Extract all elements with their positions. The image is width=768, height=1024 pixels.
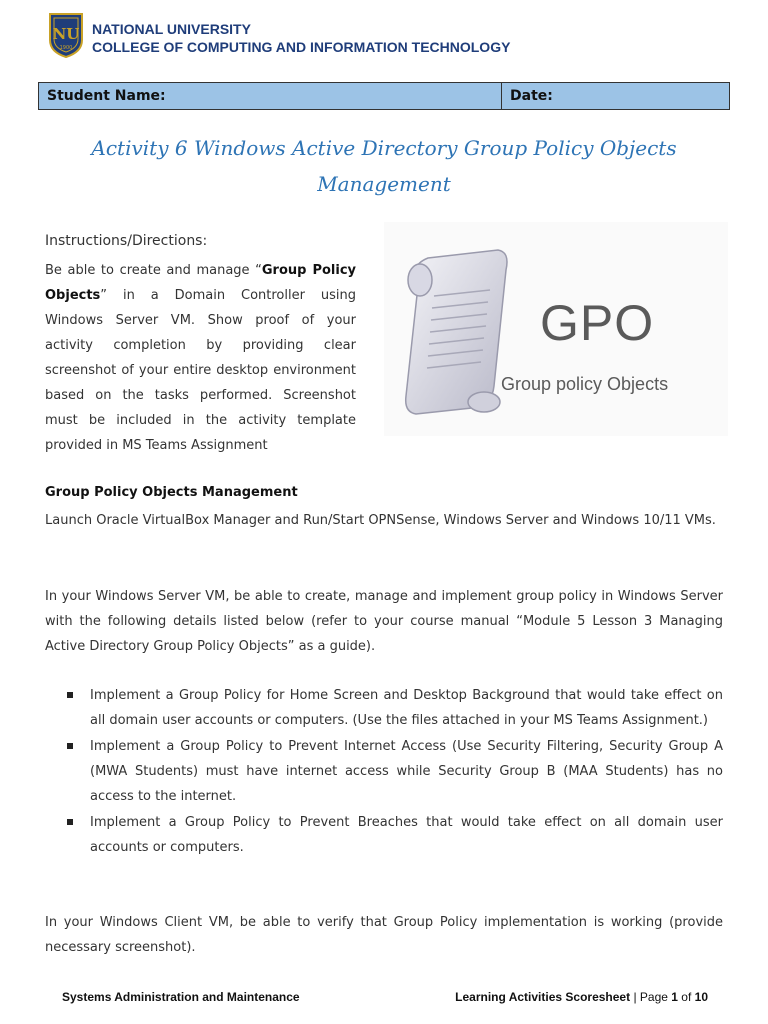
task-list <box>45 683 723 861</box>
paragraph-launch-vms: Launch Oracle VirtualBox Manager and Run/Start OPNSense, Windows Server and Windows 10/11 VMs. <box>45 513 716 528</box>
list-item-text: Implement a Group Policy to Prevent Internet Access (Use Security Filtering, Security Group A (MWA Students) must have internet access while Security Group B (MAA Students) has no access to the internet. <box>90 739 723 804</box>
instructions-rest: ” in a Domain Controller using Windows Server VM. Show proof of your activity completion by providing clear screenshot of your entire desktop environment based on the tasks performed. Screenshot must be included in the activity template provided in MS Teams Assignment <box>45 288 356 453</box>
list-item <box>45 683 723 733</box>
university-seal-logo <box>46 12 86 58</box>
footer-course-name: Systems Administration and Maintenance <box>62 990 300 1004</box>
list-item <box>45 734 723 809</box>
instructions-lead: Be able to create and manage “ <box>45 263 262 278</box>
paragraph-windows-server: In your Windows Server VM, be able to create, manage and implement group policy in Windows Server with the following details listed below (refer to your course manual “Module 5 Lesson 3 Managing Active Directory Group Policy Objects” as a guide). <box>45 589 723 654</box>
svg-text:1900: 1900 <box>59 45 73 51</box>
college-name: COLLEGE OF COMPUTING AND INFORMATION TECHNOLOGY <box>92 39 511 55</box>
gpo-big-text: GPO <box>540 295 655 351</box>
footer-of-word: of <box>677 990 695 1004</box>
activity-title: Activity 6 Windows Active Directory Group Policy Objects Management <box>91 136 677 196</box>
instructions-text <box>45 258 356 458</box>
svg-text:NU: NU <box>52 25 80 43</box>
student-info-table <box>38 82 730 110</box>
instructions-heading: Instructions/Directions: <box>45 233 208 249</box>
bullet-icon <box>67 819 73 825</box>
list-item <box>45 810 723 860</box>
university-name: NATIONAL UNIVERSITY <box>92 21 251 37</box>
page-number-total: 10 <box>694 990 708 1004</box>
section-heading: Group Policy Objects Management <box>45 485 298 500</box>
footer-page-info <box>455 990 708 1004</box>
instructions-bold-term: Group Policy Objects <box>45 263 356 303</box>
list-item-text: Implement a Group Policy to Prevent Breaches that would take effect on all domain user accounts or computers. <box>90 815 723 855</box>
page-number-current: 1 <box>671 990 678 1004</box>
bullet-icon <box>67 743 73 749</box>
gpo-illustration <box>384 222 728 436</box>
paragraph-client-verify: In your Windows Client VM, be able to verify that Group Policy implementation is working (provide necessary screenshot). <box>45 915 723 955</box>
footer-page-word: Page <box>639 990 672 1004</box>
student-name-cell[interactable]: Student Name: <box>39 83 502 109</box>
date-cell[interactable]: Date: <box>510 88 553 104</box>
footer-separator: | <box>630 990 640 1004</box>
footer-doc-label: Learning Activities Scoresheet <box>455 990 631 1004</box>
list-item-text: Implement a Group Policy for Home Screen and Desktop Background that would take effect on all domain user accounts or computers. (Use the files attached in your MS Teams Assignment.) <box>90 688 723 728</box>
scroll-icon <box>398 246 518 416</box>
gpo-caption: Group policy Objects <box>501 374 669 394</box>
bullet-icon <box>67 692 73 698</box>
